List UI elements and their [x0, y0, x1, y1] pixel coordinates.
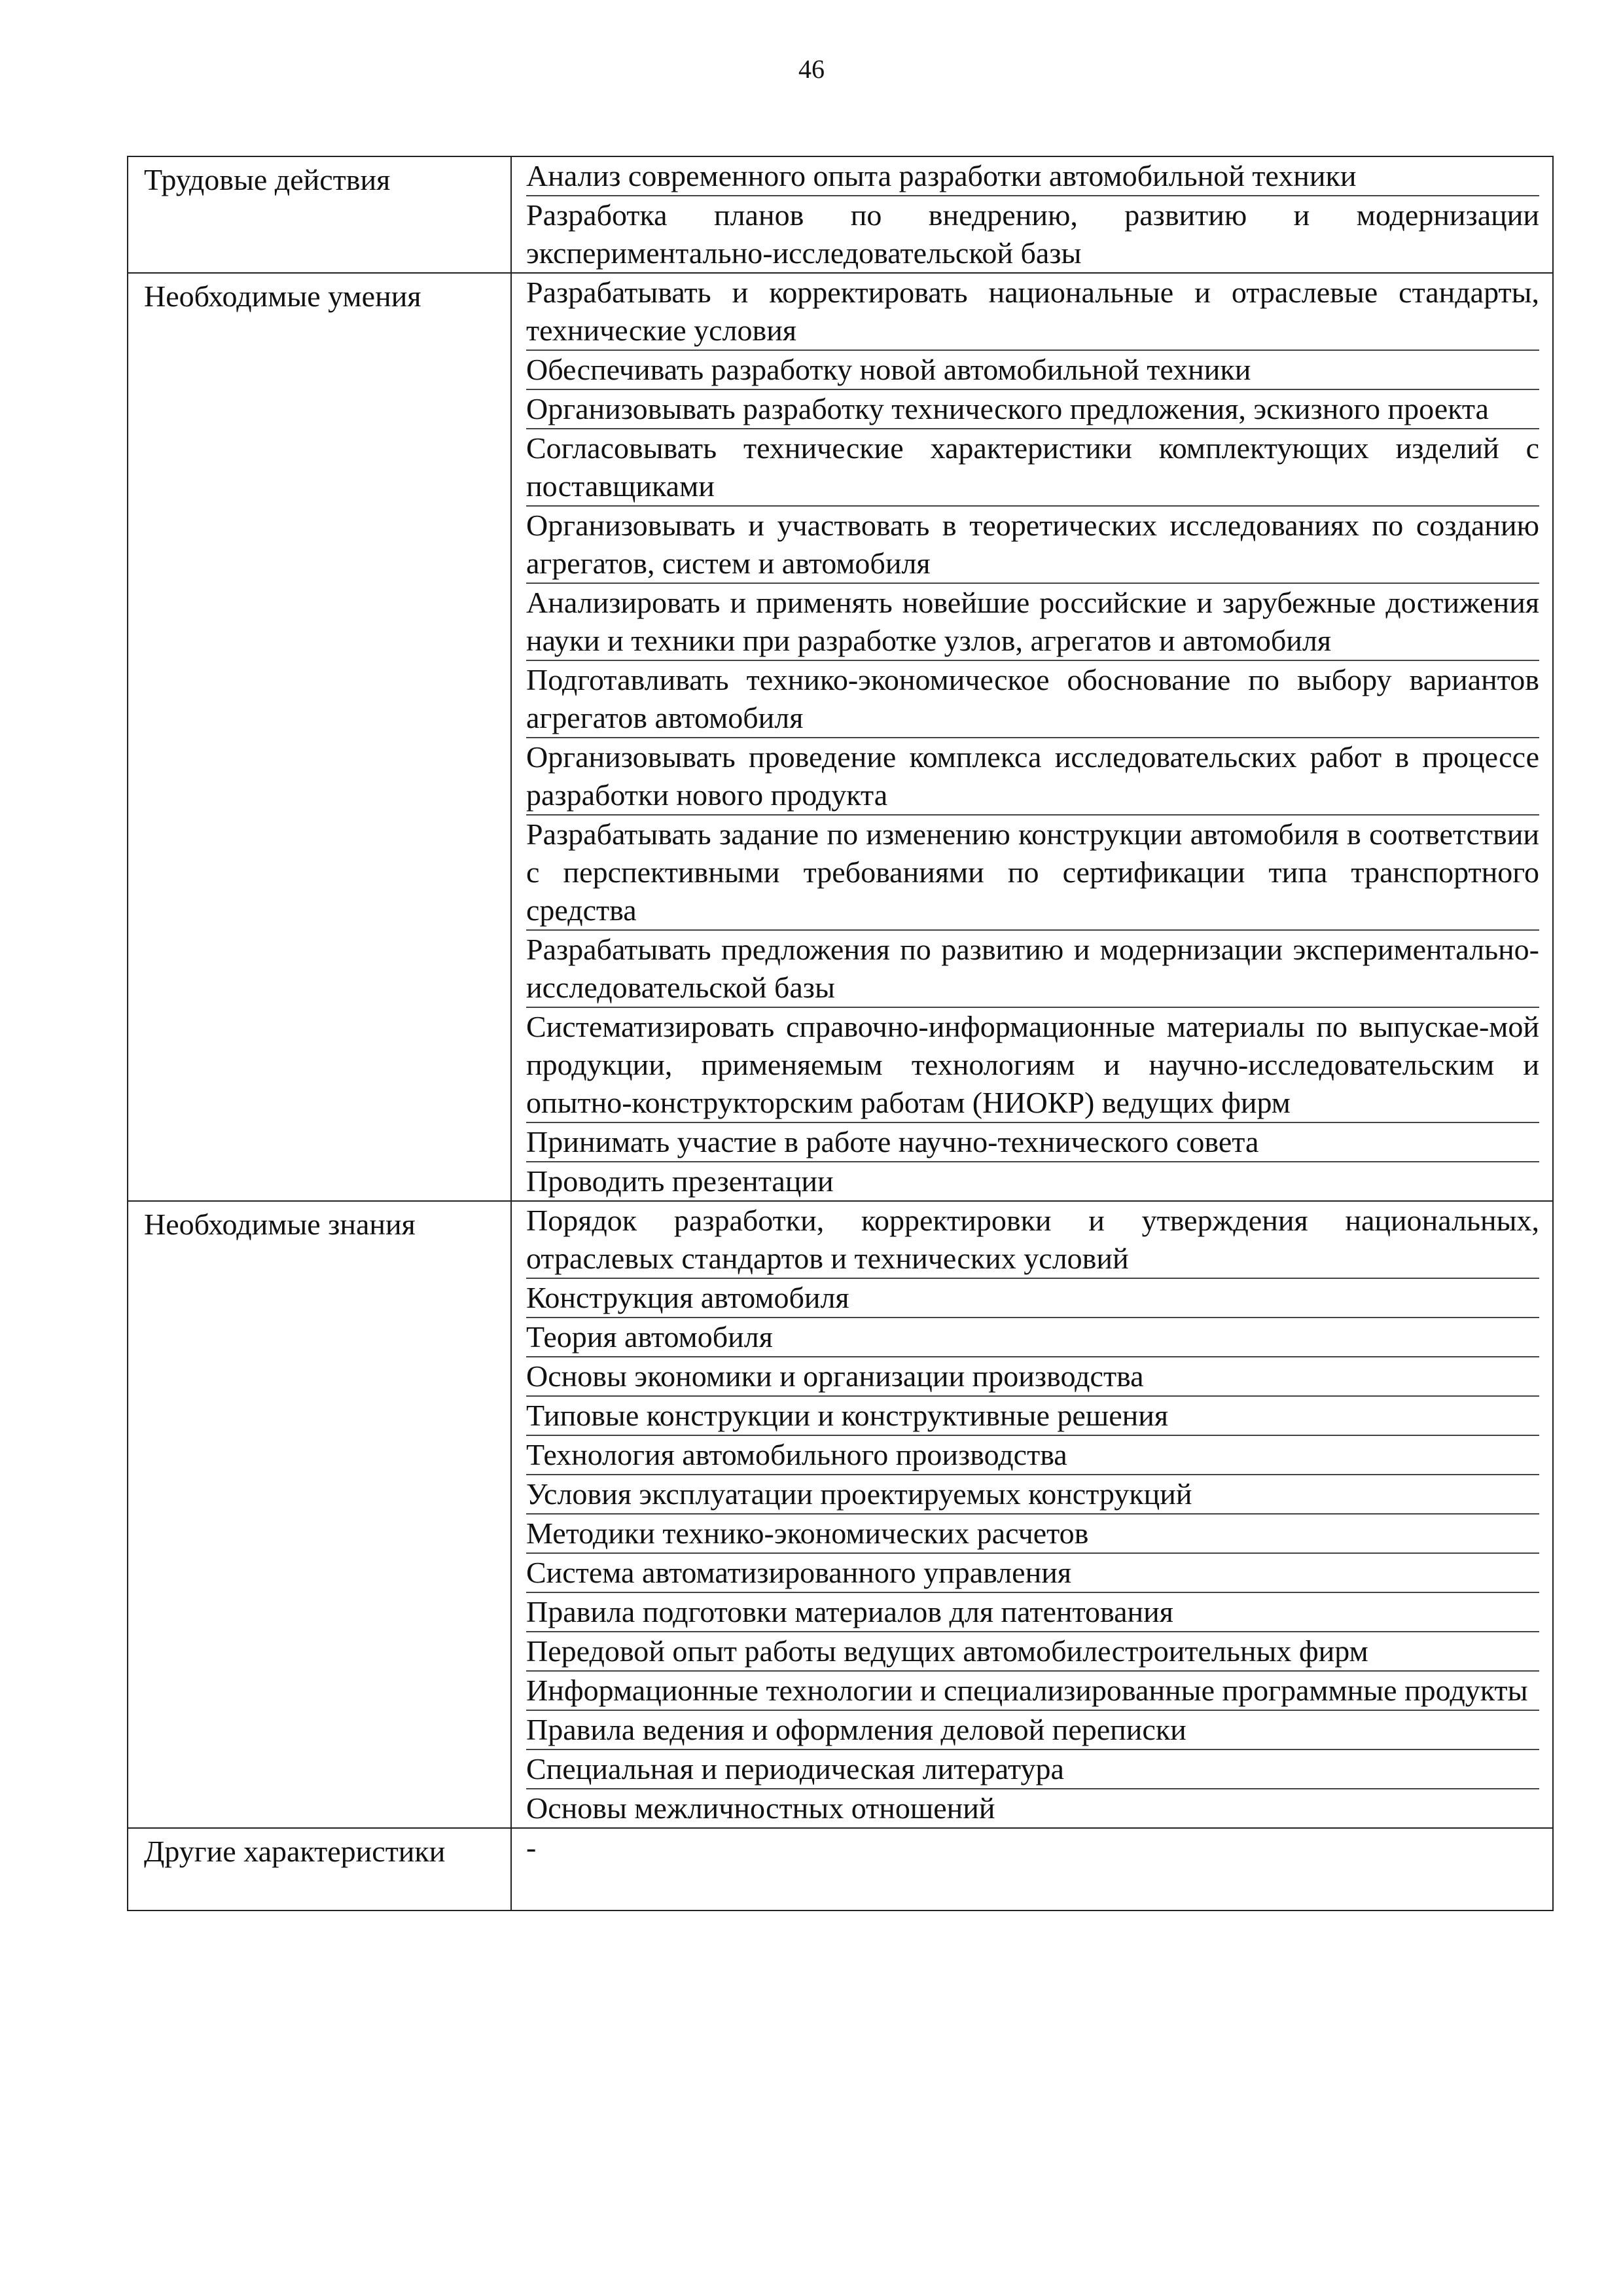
- list-item: Принимать участие в работе научно-технического совета: [526, 1123, 1539, 1162]
- row-label: Трудовые действия: [128, 156, 511, 273]
- table-row: [128, 156, 1553, 273]
- list-item: Методики технико-экономических расчетов: [526, 1515, 1539, 1554]
- list-item: -: [526, 1831, 537, 1864]
- list-item: Типовые конструкции и конструктивные решения: [526, 1397, 1539, 1436]
- list-item: Основы экономики и организации производства: [526, 1357, 1539, 1397]
- list-item: Организовывать и участвовать в теоретических исследованиях по созданию агрегатов, систем и автомобиля: [526, 507, 1539, 584]
- list-item: Анализ современного опыта разработки автомобильной техники: [526, 157, 1539, 196]
- page-number: 46: [798, 54, 825, 84]
- list-item: Анализировать и применять новейшие российские и зарубежные достижения науки и техники при разработке узлов, агрегатов и автомобиля: [526, 584, 1539, 661]
- row-label: Необходимые умения: [128, 273, 511, 1201]
- list-item: Разрабатывать предложения по развитию и модернизации экспериментально-исследовательской базы: [526, 931, 1539, 1008]
- list-item: Согласовывать технические характеристики комплектующих изделий с поставщиками: [526, 429, 1539, 507]
- row-items: [511, 156, 1553, 273]
- list-item: Технология автомобильного производства: [526, 1436, 1539, 1475]
- table-row: [128, 273, 1553, 1201]
- list-item: Конструкция автомобиля: [526, 1279, 1539, 1318]
- row-items: [511, 1828, 1553, 1910]
- row-label: Другие характеристики: [128, 1828, 511, 1910]
- list-item: Разработка планов по внедрению, развитию и модернизации экспериментально-исследовательской базы: [526, 198, 1539, 270]
- list-item: Теория автомобиля: [526, 1318, 1539, 1357]
- row-label: Необходимые знания: [128, 1201, 511, 1828]
- table-row: [128, 1201, 1553, 1828]
- list-item: Обеспечивать разработку новой автомобильной техники: [526, 351, 1539, 390]
- list-item: Основы межличностных отношений: [526, 1791, 995, 1825]
- list-item: Систематизировать справочно-информационные материалы по выпускае-мой продукции, применяемым технологиям и научно-исследовательским и опытно-конструкторским работам (НИОКР) ведущих фирм: [526, 1008, 1539, 1123]
- list-item: Информационные технологии и специализированные программные продукты: [526, 1672, 1539, 1711]
- list-item: Правила подготовки материалов для патентования: [526, 1593, 1539, 1632]
- list-item: Разрабатывать задание по изменению конструкции автомобиля в соответствии с перспективными требованиями по сертификации типа транспортного средства: [526, 816, 1539, 931]
- list-item: Организовывать разработку технического предложения, эскизного проекта: [526, 390, 1539, 429]
- table-body: [128, 156, 1553, 1910]
- list-item: Разрабатывать и корректировать национальные и отраслевые стандарты, технические условия: [526, 274, 1539, 351]
- list-item: Порядок разработки, корректировки и утверждения национальных, отраслевых стандартов и технических условий: [526, 1202, 1539, 1279]
- list-item: Подготавливать технико-экономическое обоснование по выбору вариантов агрегатов автомобиля: [526, 661, 1539, 738]
- list-item: Правила ведения и оформления деловой переписки: [526, 1711, 1539, 1750]
- list-item: Передовой опыт работы ведущих автомобилестроительных фирм: [526, 1632, 1539, 1672]
- list-item: Проводить презентации: [526, 1164, 834, 1198]
- row-items: [511, 1201, 1553, 1828]
- table-row: [128, 1828, 1553, 1910]
- qualification-table: [127, 156, 1554, 1911]
- list-item: Организовывать проведение комплекса исследовательских работ в процессе разработки нового продукта: [526, 738, 1539, 816]
- row-items: [511, 273, 1553, 1201]
- list-item: Система автоматизированного управления: [526, 1554, 1539, 1593]
- list-item: Специальная и периодическая литература: [526, 1750, 1539, 1789]
- list-item: Условия эксплуатации проектируемых конструкций: [526, 1475, 1539, 1515]
